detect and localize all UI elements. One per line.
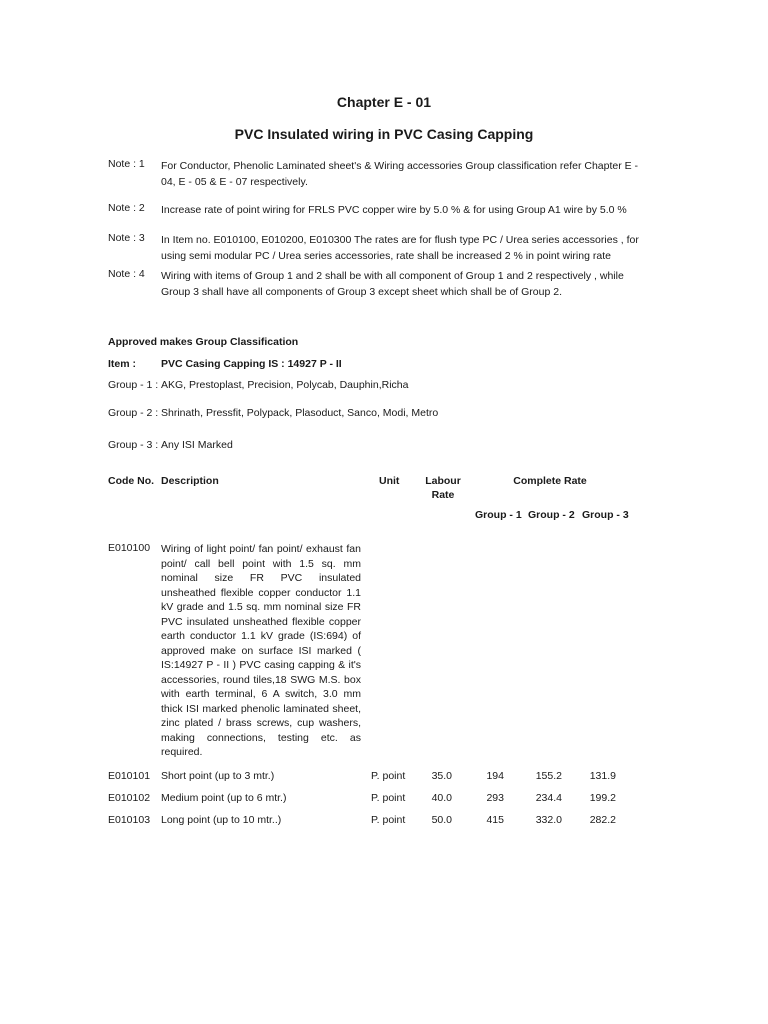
header-group-1: Group - 1 xyxy=(475,509,522,521)
row-group-1-rate: 415 xyxy=(486,814,504,826)
item-value: PVC Casing Capping IS : 14927 P - II xyxy=(161,358,342,370)
row-group-2-rate: 332.0 xyxy=(535,814,562,826)
row-unit: P. point xyxy=(371,770,406,782)
page-title: PVC Insulated wiring in PVC Casing Capping xyxy=(234,126,534,142)
row-group-1-rate: 194 xyxy=(486,770,504,782)
header-complete-rate: Complete Rate xyxy=(513,475,587,487)
row-code: E010103 xyxy=(108,814,151,826)
row-group-3-rate: 199.2 xyxy=(589,792,616,804)
header-description: Description xyxy=(161,475,219,487)
header-group-3: Group - 3 xyxy=(582,509,629,521)
note-label: Note : 2 xyxy=(108,202,145,214)
row-labour-rate: 50.0 xyxy=(431,814,452,826)
row-description: Short point (up to 3 mtr.) xyxy=(161,770,275,782)
note-text: In Item no. E010100, E010200, E010300 The rates are for flush type PC / Urea series accessories , for using semi modular PC / Urea series accessories, rate shall be increased 2 % in point wiring rate xyxy=(161,234,639,262)
row-group-2-rate: 155.2 xyxy=(535,770,562,782)
row-group-1-rate: 293 xyxy=(486,792,504,804)
row-description: Medium point (up to 6 mtr.) xyxy=(161,792,287,804)
group-makes: Any ISI Marked xyxy=(161,439,233,451)
row-code: E010101 xyxy=(108,770,151,782)
row-unit: P. point xyxy=(371,792,406,804)
note-text: Wiring with items of Group 1 and 2 shall be with all component of Group 1 and 2 respectively , while Group 3 shall have all components of Group 3 except sheet which shall be of Group 2. xyxy=(161,270,624,298)
group-label: Group - 3 : xyxy=(108,439,159,451)
row-labour-rate: 35.0 xyxy=(431,770,452,782)
group-label: Group - 1 : xyxy=(108,379,159,391)
header-group-2: Group - 2 xyxy=(528,509,575,521)
row-group-3-rate: 282.2 xyxy=(589,814,616,826)
header-labour-rate: Rate xyxy=(431,489,455,501)
note-label: Note : 1 xyxy=(108,158,145,170)
note-label: Note : 4 xyxy=(108,268,145,280)
row-labour-rate: 40.0 xyxy=(431,792,452,804)
group-makes: AKG, Prestoplast, Precision, Polycab, Dauphin,Richa xyxy=(161,379,409,391)
row-group-3-rate: 131.9 xyxy=(589,770,616,782)
chapter-heading: Chapter E - 01 xyxy=(336,94,432,110)
note-text: For Conductor, Phenolic Laminated sheet's & Wiring accessories Group classification refer Chapter E - 04, E - 05 & E - 07 respectively. xyxy=(161,160,639,188)
approved-makes-heading: Approved makes Group Classification xyxy=(108,336,299,348)
group-label: Group - 2 : xyxy=(108,407,159,419)
row-code: E010102 xyxy=(108,792,151,804)
row-description: Long point (up to 10 mtr..) xyxy=(161,814,282,826)
group-makes: Shrinath, Pressfit, Polypack, Plasoduct, Sanco, Modi, Metro xyxy=(161,407,439,419)
note-text: Increase rate of point wiring for FRLS PVC copper wire by 5.0 % & for using Group A1 wire by 5.0 % xyxy=(161,204,627,216)
item-description: Wiring of light point/ fan point/ exhaust fan point/ call bell point with 1.5 sq. mm nominal size FR PVC insulated unsheathed flexible copper conductor 1.1 kV grade and 1.5 sq. mm nominal size FR PVC insulated unsheathed flexible copper earth conductor 1.1 kV grade (IS:694) of approved make on surface ISI marked ( IS:14927 P - II ) PVC casing capping & it's accessories, round tiles,18 SWG M.S. box with earth terminal, 6 A switch, 3.0 mm thick ISI marked phenolic laminated sheet, zinc plated / brass screws, cup washers, making connections, testing etc. as required. xyxy=(161,543,361,758)
row-group-2-rate: 234.4 xyxy=(535,792,562,804)
header-unit: Unit xyxy=(379,475,400,487)
item-code: E010100 xyxy=(108,542,151,554)
item-label: Item : xyxy=(108,358,137,370)
row-unit: P. point xyxy=(371,814,406,826)
header-code: Code No. xyxy=(108,475,155,487)
note-label: Note : 3 xyxy=(108,232,145,244)
header-labour: Labour xyxy=(425,475,461,487)
